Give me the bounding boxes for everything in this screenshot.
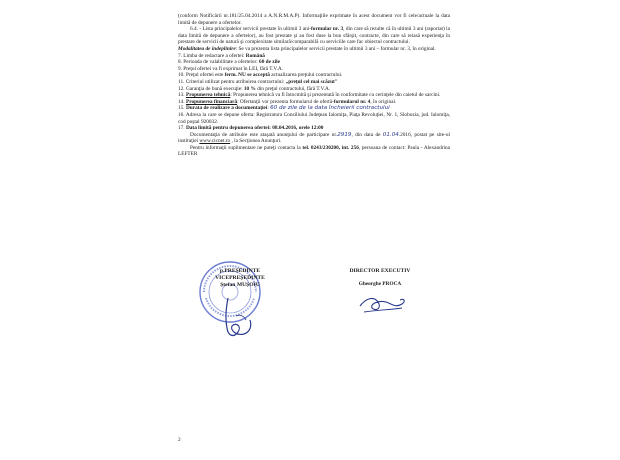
handwritten-entry: 2919	[337, 131, 352, 138]
paragraph	[178, 59, 450, 66]
text-segment: 16. Adresa la care se depune oferta: Registratura Consiliului Judeţean Ialomiţa, Piaţa Revoluţiei, Nr. 1, Slobozia, jud. Ialomiţa, cod poştal 920032.	[178, 111, 450, 125]
text-segment: Propunerea tehnică	[185, 92, 231, 99]
signatory-role-director: DIRECTOR EXECUTIV	[349, 268, 411, 274]
text-segment: 6.4. - Lista principalelor servicii prestate în ultimii 3 ani-	[190, 26, 312, 33]
paragraph	[178, 125, 450, 132]
text-segment: Modalitatea de îndeplinire	[178, 45, 236, 52]
text-segment: , persoana de contact: Paula - Alexandrina LEFTER	[178, 144, 450, 158]
text-segment: Data limită pentru depunerea ofertei: 08.04.2016, orele 12:00	[185, 125, 324, 132]
text-segment: formularul nr. 4	[333, 98, 371, 105]
paragraph	[178, 132, 450, 145]
text-segment: actualizarea preţului contractului.	[269, 72, 343, 79]
signatory-role-president: p.PREŞEDINTE	[219, 268, 261, 274]
signatory-name-right: Gheorghe PROCA	[358, 281, 402, 287]
text-segment: 14.	[178, 98, 186, 105]
text-segment: 10. Preţul ofertei este	[178, 72, 225, 79]
text-segment: Durata de realizare a documentaţiei	[185, 105, 268, 112]
paragraph	[178, 105, 450, 112]
text-segment[interactable]: www.cicnet.ro	[199, 138, 231, 145]
handwritten-signature-right	[356, 292, 408, 318]
handwritten-entry: 01.04	[382, 131, 399, 138]
signature-block-left	[200, 268, 280, 289]
paragraph	[178, 79, 450, 86]
text-segment: , la Secţiunea Anunţuri.	[230, 138, 282, 145]
text-segment: :	[267, 105, 271, 112]
text-segment: 7. Limba de redactare a ofertei:	[178, 52, 246, 59]
text-segment: , din care să rezulte că în ultimii 3 ani (raportat) la data limită de depunere a ofertelor), au fost prestate şi au fost duse la bun sfârşit, contracte, din care să reiasă experienţa în prestare de servicii de natură şi complexitate similară/comparabilă cu serviciile care fac obiectul contractului.	[178, 26, 450, 46]
text-segment: .2016, postat pe site-ul instituţiei	[178, 131, 451, 145]
text-segment: 15.	[178, 105, 186, 112]
text-segment: 10 %	[243, 85, 256, 92]
text-segment: : Se va prezenta lista principalelor servicii prestate în ultimii 3 ani – formular nr. 3, în original.	[235, 45, 436, 52]
text-segment: „preţul cel mai scăzut"	[285, 78, 338, 85]
text-segment: Pentru informaţii suplimentare ne puteţi contacta la	[190, 144, 303, 151]
text-segment: tel. 0243/230200, int. 256	[302, 144, 359, 151]
text-segment: Documentaţia de atribuire este ataşată anunţului de participare nr.	[190, 131, 338, 138]
text-segment: Propunerea financiară	[185, 98, 238, 105]
paragraph	[178, 112, 450, 125]
signature-block-right	[330, 268, 430, 288]
text-segment: 9. Preţul ofertei va fi exprimat în LEI, fără T.V.A.	[178, 65, 284, 72]
paragraph	[178, 145, 450, 158]
text-segment: , din data de	[351, 131, 383, 138]
signatory-role-vicepresident: VICEPREŞEDINTE	[215, 275, 265, 281]
text-segment: , în original.	[370, 98, 397, 105]
text-segment: (conform Notificării nr.181/25.04.2014 a A.N.R.M.A.P). Informaţiile exprimate în acest document vor fi cele/actuale la data limită de depunere a ofertelor.	[178, 13, 450, 26]
paragraph	[178, 13, 450, 26]
text-segment: 13.	[178, 92, 186, 99]
text-segment: Română	[245, 52, 265, 59]
paragraph	[178, 26, 450, 46]
document-body	[178, 13, 450, 158]
paragraph	[178, 72, 450, 79]
text-segment: 8. Perioada de valabilitate a ofertelor:	[178, 59, 260, 66]
text-segment: 17.	[178, 125, 186, 132]
text-segment: din preţul contractului, fără T.V.A.	[255, 85, 331, 92]
text-segment: ferm. NU se acceptă	[224, 72, 270, 79]
text-segment: : Propunerea tehnică va fi întocmită şi prezentată în conformitate cu cerinţele din caietul de sarcini.	[230, 92, 441, 99]
handwritten-signature-left	[222, 296, 256, 340]
page-number: 2	[178, 437, 181, 443]
text-segment: 12. Garanţia de bună execuţie:	[178, 85, 244, 92]
paragraph	[178, 92, 450, 99]
text-segment: 60 de zile	[259, 59, 280, 66]
text-segment: 11. Criteriul utilizat pentru atribuirea contractului:	[178, 78, 286, 85]
text-segment: : Ofertanţii vor prezenta formularul de ofertă-	[237, 98, 334, 105]
handwritten-entry: 60 de zile de la data încheierii contractului	[270, 105, 390, 112]
signatory-name-left: Ştefan MUŞOIU	[220, 282, 260, 288]
text-segment: formular nr. 3	[311, 26, 344, 33]
paragraph	[178, 46, 450, 53]
